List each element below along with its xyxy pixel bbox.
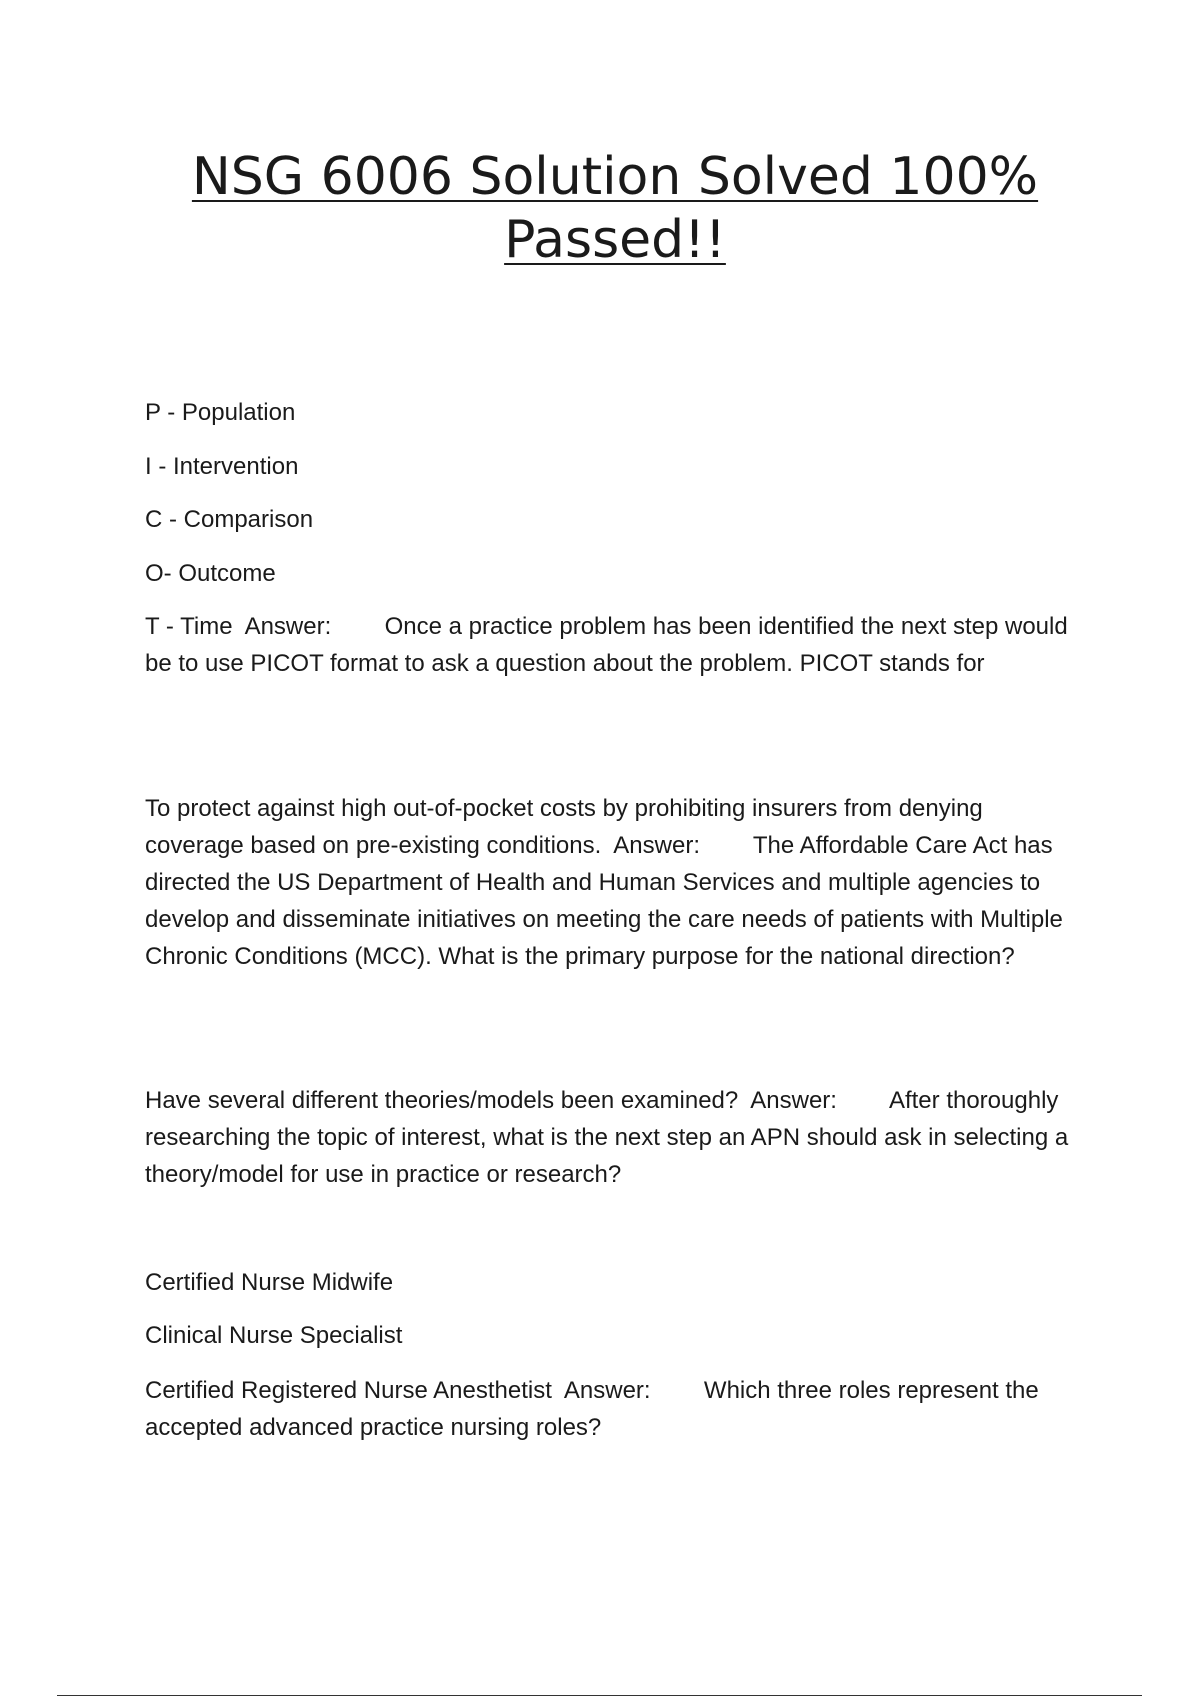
question-answer-block: T - Time Answer: Once a practice problem has been identified the next step would be to use PICOT format to ask a question about the problem. PICOT stands for (145, 613, 1075, 677)
list-item: I - Intervention (145, 453, 299, 480)
list-item: O- Outcome (145, 560, 276, 587)
roles-list (145, 1264, 1085, 1371)
document-title: NSG 6006 Solution Solved 100% Passed!! (191, 147, 1039, 270)
question-answer-block: Have several different theories/models been examined? Answer: After thoroughly researching the topic of interest, what is the next step an APN should ask in selecting a theory/model for use in practice or research? (145, 1087, 1075, 1188)
list-item: Clinical Nurse Specialist (145, 1322, 403, 1349)
list-item: C - Comparison (145, 506, 314, 533)
page-bottom-divider (57, 1695, 1142, 1696)
question-answer-block: To protect against high out-of-pocket costs by prohibiting insurers from denying coverage based on pre-existing conditions. Answer: The Affordable Care Act has directed the US Department of Health and Human Services and multiple agencies to develop and disseminate initiatives on meeting the care needs of patients with Multiple Chronic Conditions (MCC). What is the primary purpose for the national direction? (145, 795, 1070, 970)
list-item: P - Population (145, 399, 296, 426)
list-item: Certified Nurse Midwife (145, 1269, 394, 1296)
question-answer-block: Certified Registered Nurse Anesthetist Answer: Which three roles represent the accepted advanced practice nursing roles? (145, 1377, 1046, 1441)
picot-list (145, 394, 1085, 608)
